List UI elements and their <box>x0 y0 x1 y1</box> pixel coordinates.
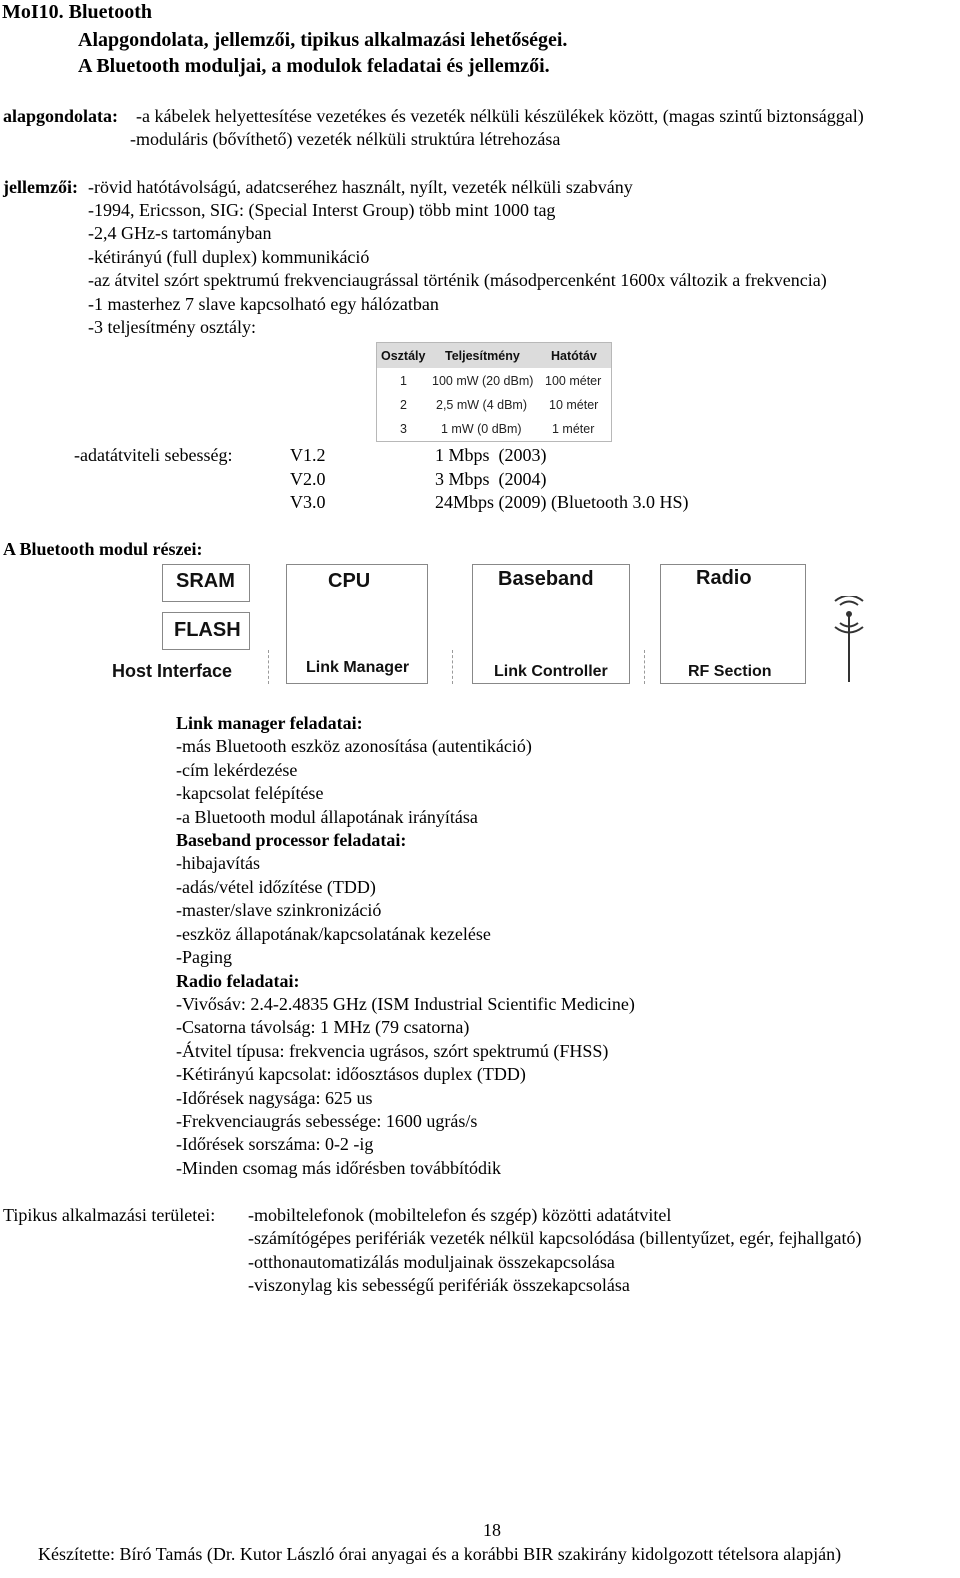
applications-item: -otthonautomatizálás moduljainak összekapcsolása <box>248 1252 615 1272</box>
applications-item: -számítógépes perifériák vezeték nélkül kapcsolódása (billentyűzet, egér, fejhallgató) <box>248 1228 862 1248</box>
table-cell-power: 1 mW (0 dBm) <box>441 422 522 436</box>
task-item: -Vivősáv: 2.4-2.4835 GHz (ISM Industrial Scientific Medicine) <box>176 994 635 1014</box>
task-item: -a Bluetooth modul állapotának irányítása <box>176 807 478 827</box>
radio-label: Radio <box>696 567 752 589</box>
speed-value: 1 Mbps (2003) <box>435 445 547 465</box>
task-item: -Csatorna távolság: 1 MHz (79 csatorna) <box>176 1017 470 1037</box>
applications-item: -viszonylag kis sebességű perifériák összekapcsolása <box>248 1275 630 1295</box>
jellemzoi-item: -az átvitel szórt spektrumú frekvenciaugrással történik (másodpercenként 1600x változik a frekvencia) <box>88 270 827 290</box>
cpu-label: CPU <box>328 570 371 592</box>
task-item: -Átvitel típusa: frekvencia ugrásos, szórt spektrumú (FHSS) <box>176 1041 609 1061</box>
task-item: -Paging <box>176 947 232 967</box>
sram-label: SRAM <box>176 570 235 592</box>
host-interface-label: Host Interface <box>112 661 233 681</box>
task-item: -eszköz állapotának/kapcsolatának kezelése <box>176 924 491 944</box>
divider-line <box>644 650 645 684</box>
task-item: -master/slave szinkronizáció <box>176 900 382 920</box>
task-item: -Frekvenciaugrás sebessége: 1600 ugrás/s <box>176 1111 478 1131</box>
jellemzoi-label: jellemzői: <box>3 177 78 197</box>
antenna-icon <box>822 596 882 686</box>
table-cell-class: 3 <box>400 422 407 436</box>
task-title: Link manager feladatai: <box>176 713 363 733</box>
divider-line <box>452 650 453 684</box>
speed-value: 3 Mbps (2004) <box>435 469 547 489</box>
link-manager-label: Link Manager <box>306 659 410 676</box>
speed-label: -adatátviteli sebesség: <box>74 445 233 465</box>
task-item: -más Bluetooth eszköz azonosítása (autentikáció) <box>176 736 532 756</box>
table-cell-range: 10 méter <box>549 398 599 412</box>
table-header-power: Teljesítmény <box>445 349 520 363</box>
task-item: -cím lekérdezése <box>176 760 298 780</box>
footer-credit: Készítette: Bíró Tamás (Dr. Kutor László órai anyagai és a korábbi BIR szakirány kidolgozott tételsora alapján) <box>38 1544 842 1564</box>
task-title: Radio feladatai: <box>176 971 300 991</box>
document-title-line-2: Alapgondolata, jellemzői, tipikus alkalmazási lehetőségei. <box>78 29 568 51</box>
jellemzoi-item: -kétirányú (full duplex) kommunikáció <box>88 247 370 267</box>
task-item: -hibajavítás <box>176 853 260 873</box>
task-item: -Kétirányú kapcsolat: időosztásos duplex (TDD) <box>176 1064 526 1084</box>
alapgondolata-item: -a kábelek helyettesítése vezetékes és vezeték nélküli készülékek között, (magas szintű biztonsággal) <box>136 106 864 126</box>
task-item: -kapcsolat felépítése <box>176 783 324 803</box>
module-heading: A Bluetooth modul részei: <box>3 539 203 559</box>
document-code-title: MoI10. Bluetooth <box>2 1 152 23</box>
table-cell-power: 2,5 mW (4 dBm) <box>436 398 527 412</box>
jellemzoi-item: -3 teljesítmény osztály: <box>88 317 256 337</box>
table-cell-class: 1 <box>400 374 407 388</box>
table-cell-power: 100 mW (20 dBm) <box>432 374 534 388</box>
flash-label: FLASH <box>174 619 241 641</box>
page-number: 18 <box>483 1520 501 1540</box>
task-title: Baseband processor feladatai: <box>176 830 407 850</box>
table-cell-range: 100 méter <box>545 374 602 388</box>
alapgondolata-label: alapgondolata: <box>3 106 119 126</box>
jellemzoi-item: -1 masterhez 7 slave kapcsolható egy hálózatban <box>88 294 439 314</box>
task-item: -Időrések sorszáma: 0-2 -ig <box>176 1134 374 1154</box>
speed-value: 24Mbps (2009) (Bluetooth 3.0 HS) <box>435 492 689 512</box>
jellemzoi-item: -2,4 GHz-s tartományban <box>88 223 272 243</box>
table-cell-range: 1 méter <box>552 422 595 436</box>
alapgondolata-item: -moduláris (bővíthető) vezeték nélküli struktúra létrehozása <box>130 129 561 149</box>
task-item: -Minden csomag más időrésben továbbítódik <box>176 1158 501 1178</box>
task-item: -Időrések nagysága: 625 us <box>176 1088 373 1108</box>
speed-version: V3.0 <box>290 492 326 512</box>
table-cell-class: 2 <box>400 398 407 412</box>
rf-section-label: RF Section <box>688 663 772 680</box>
baseband-label: Baseband <box>498 568 594 590</box>
table-header-class: Osztály <box>381 349 426 363</box>
divider-line <box>268 650 269 684</box>
jellemzoi-item: -rövid hatótávolságú, adatcseréhez használt, nyílt, vezeték nélküli szabvány <box>88 177 633 197</box>
jellemzoi-item: -1994, Ericsson, SIG: (Special Interst Group) több mint 1000 tag <box>88 200 556 220</box>
power-class-table <box>376 342 612 442</box>
link-controller-label: Link Controller <box>494 663 608 680</box>
applications-item: -mobiltelefonok (mobiltelefon és szgép) közötti adatátvitel <box>248 1205 672 1225</box>
speed-version: V1.2 <box>290 445 326 465</box>
applications-label: Tipikus alkalmazási területei: <box>3 1205 216 1225</box>
table-header-range: Hatótáv <box>551 349 597 363</box>
task-item: -adás/vétel időzítése (TDD) <box>176 877 376 897</box>
document-title-line-3: A Bluetooth moduljai, a modulok feladatai és jellemzői. <box>78 55 550 77</box>
speed-version: V2.0 <box>290 469 326 489</box>
